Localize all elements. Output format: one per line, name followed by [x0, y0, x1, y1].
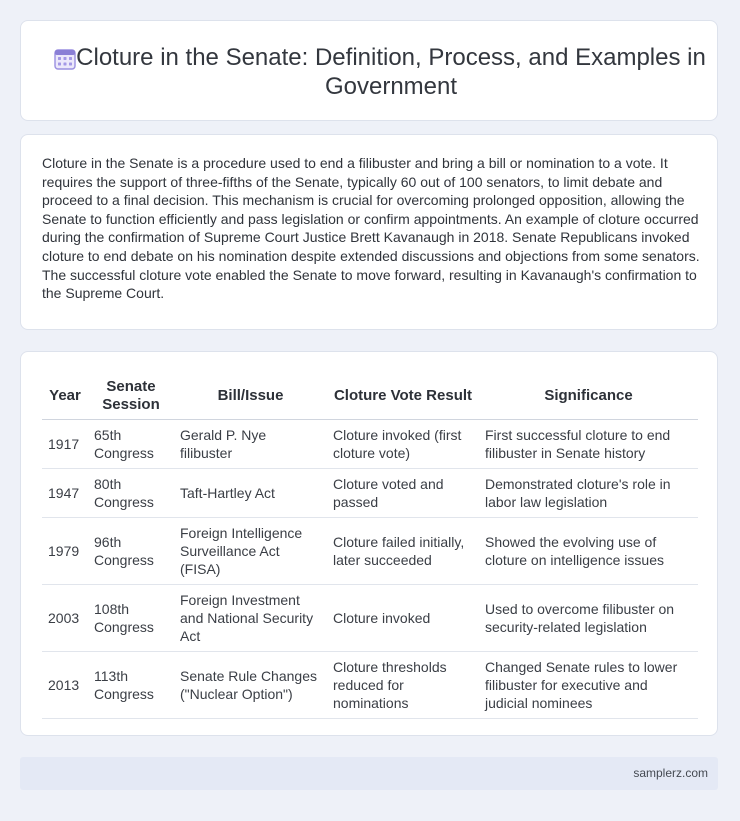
- intro-paragraph: Cloture in the Senate is a procedure used to end a filibuster and bring a bill or nomination to a vote. It requires the support of three-fifths of the Senate, typically 60 out of 100 senators, to limit debate and proceed to a final decision. This mechanism is crucial for overcoming prolonged opposition, allowing the Senate to function efficiently and pass legislation or confirm appointments. An example of cloture occurred during the confirmation of Supreme Court Justice Brett Kavanaugh in 2018. Senate Republicans invoked cloture to end debate on his nomination despite extended discussions and objections from some senators. The successful cloture vote enabled the Senate to move forward, resulting in Kavanaugh's confirmation to the Supreme Court.: [42, 155, 700, 302]
- cell-bill: Gerald P. Nye filibuster: [174, 420, 327, 469]
- cell-result: Cloture thresholds reduced for nominations: [327, 652, 479, 719]
- cell-year: 1979: [42, 518, 88, 585]
- table-row: [42, 652, 698, 719]
- cell-year: 2003: [42, 585, 88, 652]
- cell-result: Cloture failed initially, later succeeded: [327, 518, 479, 585]
- table-row: [42, 469, 698, 518]
- cell-session: 80th Congress: [88, 469, 174, 518]
- cell-session: 96th Congress: [88, 518, 174, 585]
- cell-significance: Showed the evolving use of cloture on intelligence issues: [479, 518, 698, 585]
- header-cloture-vote-result: Cloture Vote Result: [327, 373, 479, 420]
- header-bill-issue: Bill/Issue: [174, 373, 327, 420]
- footer-bar: [20, 757, 718, 790]
- cell-result: Cloture invoked: [327, 585, 479, 652]
- cell-year: 1917: [42, 420, 88, 469]
- cell-session: 108th Congress: [88, 585, 174, 652]
- cell-bill: Senate Rule Changes ("Nuclear Option"): [174, 652, 327, 719]
- cell-year: 1947: [42, 469, 88, 518]
- cell-bill: Foreign Investment and National Security Act: [174, 585, 327, 652]
- table-row: [42, 585, 698, 652]
- intro-card: [20, 134, 718, 330]
- footer-site-link[interactable]: samplerz.com: [633, 766, 708, 780]
- cell-result: Cloture voted and passed: [327, 469, 479, 518]
- cell-year: 2013: [42, 652, 88, 719]
- header-significance: Significance: [479, 373, 698, 420]
- cell-result: Cloture invoked (first cloture vote): [327, 420, 479, 469]
- table-row: [42, 518, 698, 585]
- cell-significance: First successful cloture to end filibuster in Senate history: [479, 420, 698, 469]
- cell-significance: Used to overcome filibuster on security-related legislation: [479, 585, 698, 652]
- header-year: Year: [42, 373, 88, 420]
- cell-significance: Demonstrated cloture's role in labor law legislation: [479, 469, 698, 518]
- cell-bill: Foreign Intelligence Surveillance Act (FISA): [174, 518, 327, 585]
- table-row: [42, 420, 698, 469]
- cell-bill: Taft-Hartley Act: [174, 469, 327, 518]
- header-senate-session: Senate Session: [88, 373, 174, 420]
- cell-significance: Changed Senate rules to lower filibuster for executive and judicial nominees: [479, 652, 698, 719]
- cell-session: 65th Congress: [88, 420, 174, 469]
- header-card: [20, 20, 718, 121]
- table-header-row: [42, 373, 698, 420]
- table-card: [20, 351, 718, 736]
- cloture-table: [42, 373, 698, 719]
- page-title: Cloture in the Senate: Definition, Process, and Examples in Government: [76, 44, 706, 100]
- cell-session: 113th Congress: [88, 652, 174, 719]
